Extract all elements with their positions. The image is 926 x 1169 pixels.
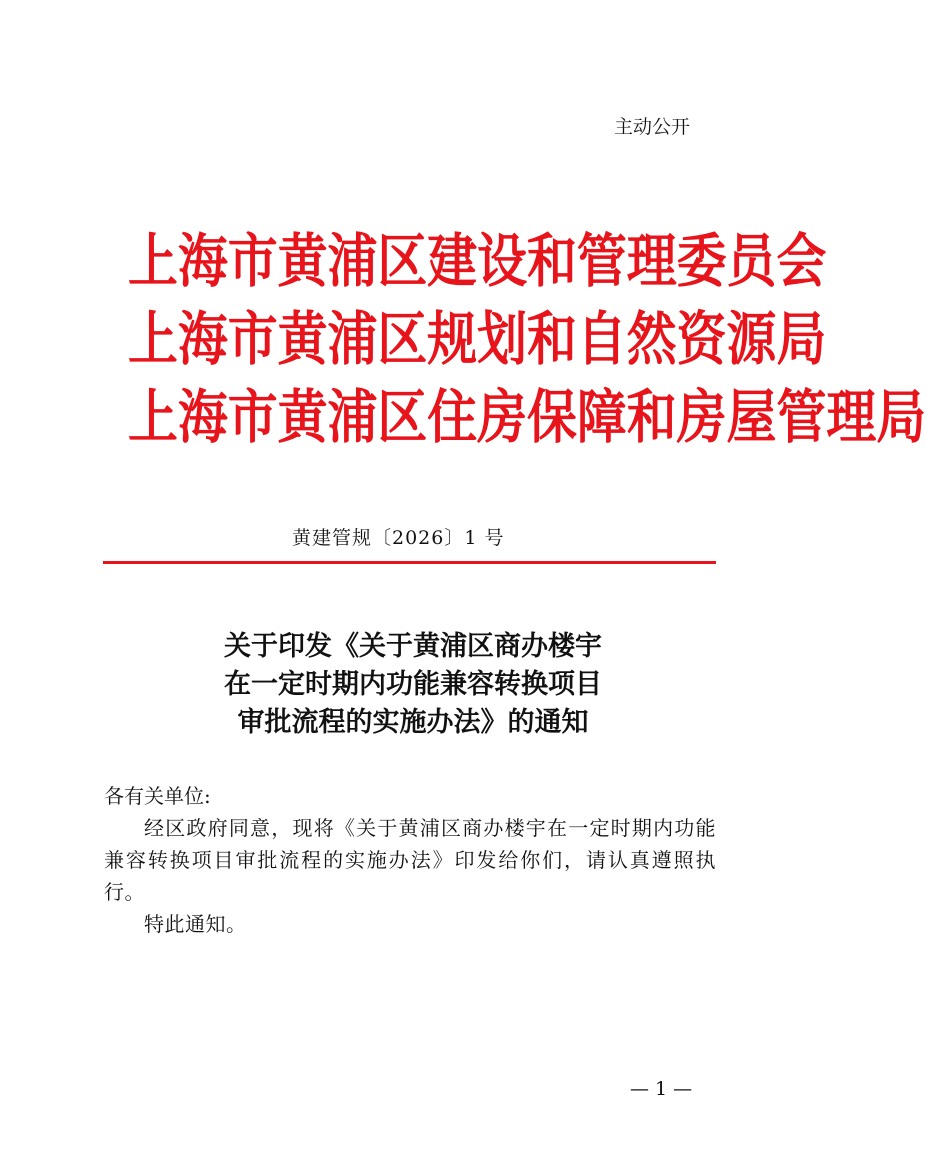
disclosure-label: 主动公开	[614, 116, 691, 138]
issuing-authorities	[128, 222, 926, 456]
page-number: — 1 —	[630, 1078, 693, 1100]
notice-body	[104, 780, 716, 940]
title-line: 审批流程的实施办法》的通知	[237, 707, 589, 738]
closing-paragraph: 特此通知。	[144, 912, 247, 936]
red-divider	[103, 561, 716, 564]
notice-title	[120, 628, 706, 742]
issuer-line: 上海市黄浦区住房保障和房屋管理局	[128, 383, 926, 451]
title-line: 在一定时期内功能兼容转换项目	[224, 669, 602, 700]
salutation: 各有关单位:	[104, 784, 211, 808]
issuer-line: 上海市黄浦区建设和管理委员会	[128, 227, 827, 295]
document-number: 黄建管规〔2026〕1 号	[292, 527, 505, 549]
body-paragraph: 经区政府同意，现将《关于黄浦区商办楼宇在一定时期内功能兼容转换项目审批流程的实施办法》印发给你们，请认真遵照执行。	[104, 816, 716, 904]
title-line: 关于印发《关于黄浦区商办楼宇	[224, 631, 602, 662]
issuer-line: 上海市黄浦区规划和自然资源局	[128, 305, 827, 373]
